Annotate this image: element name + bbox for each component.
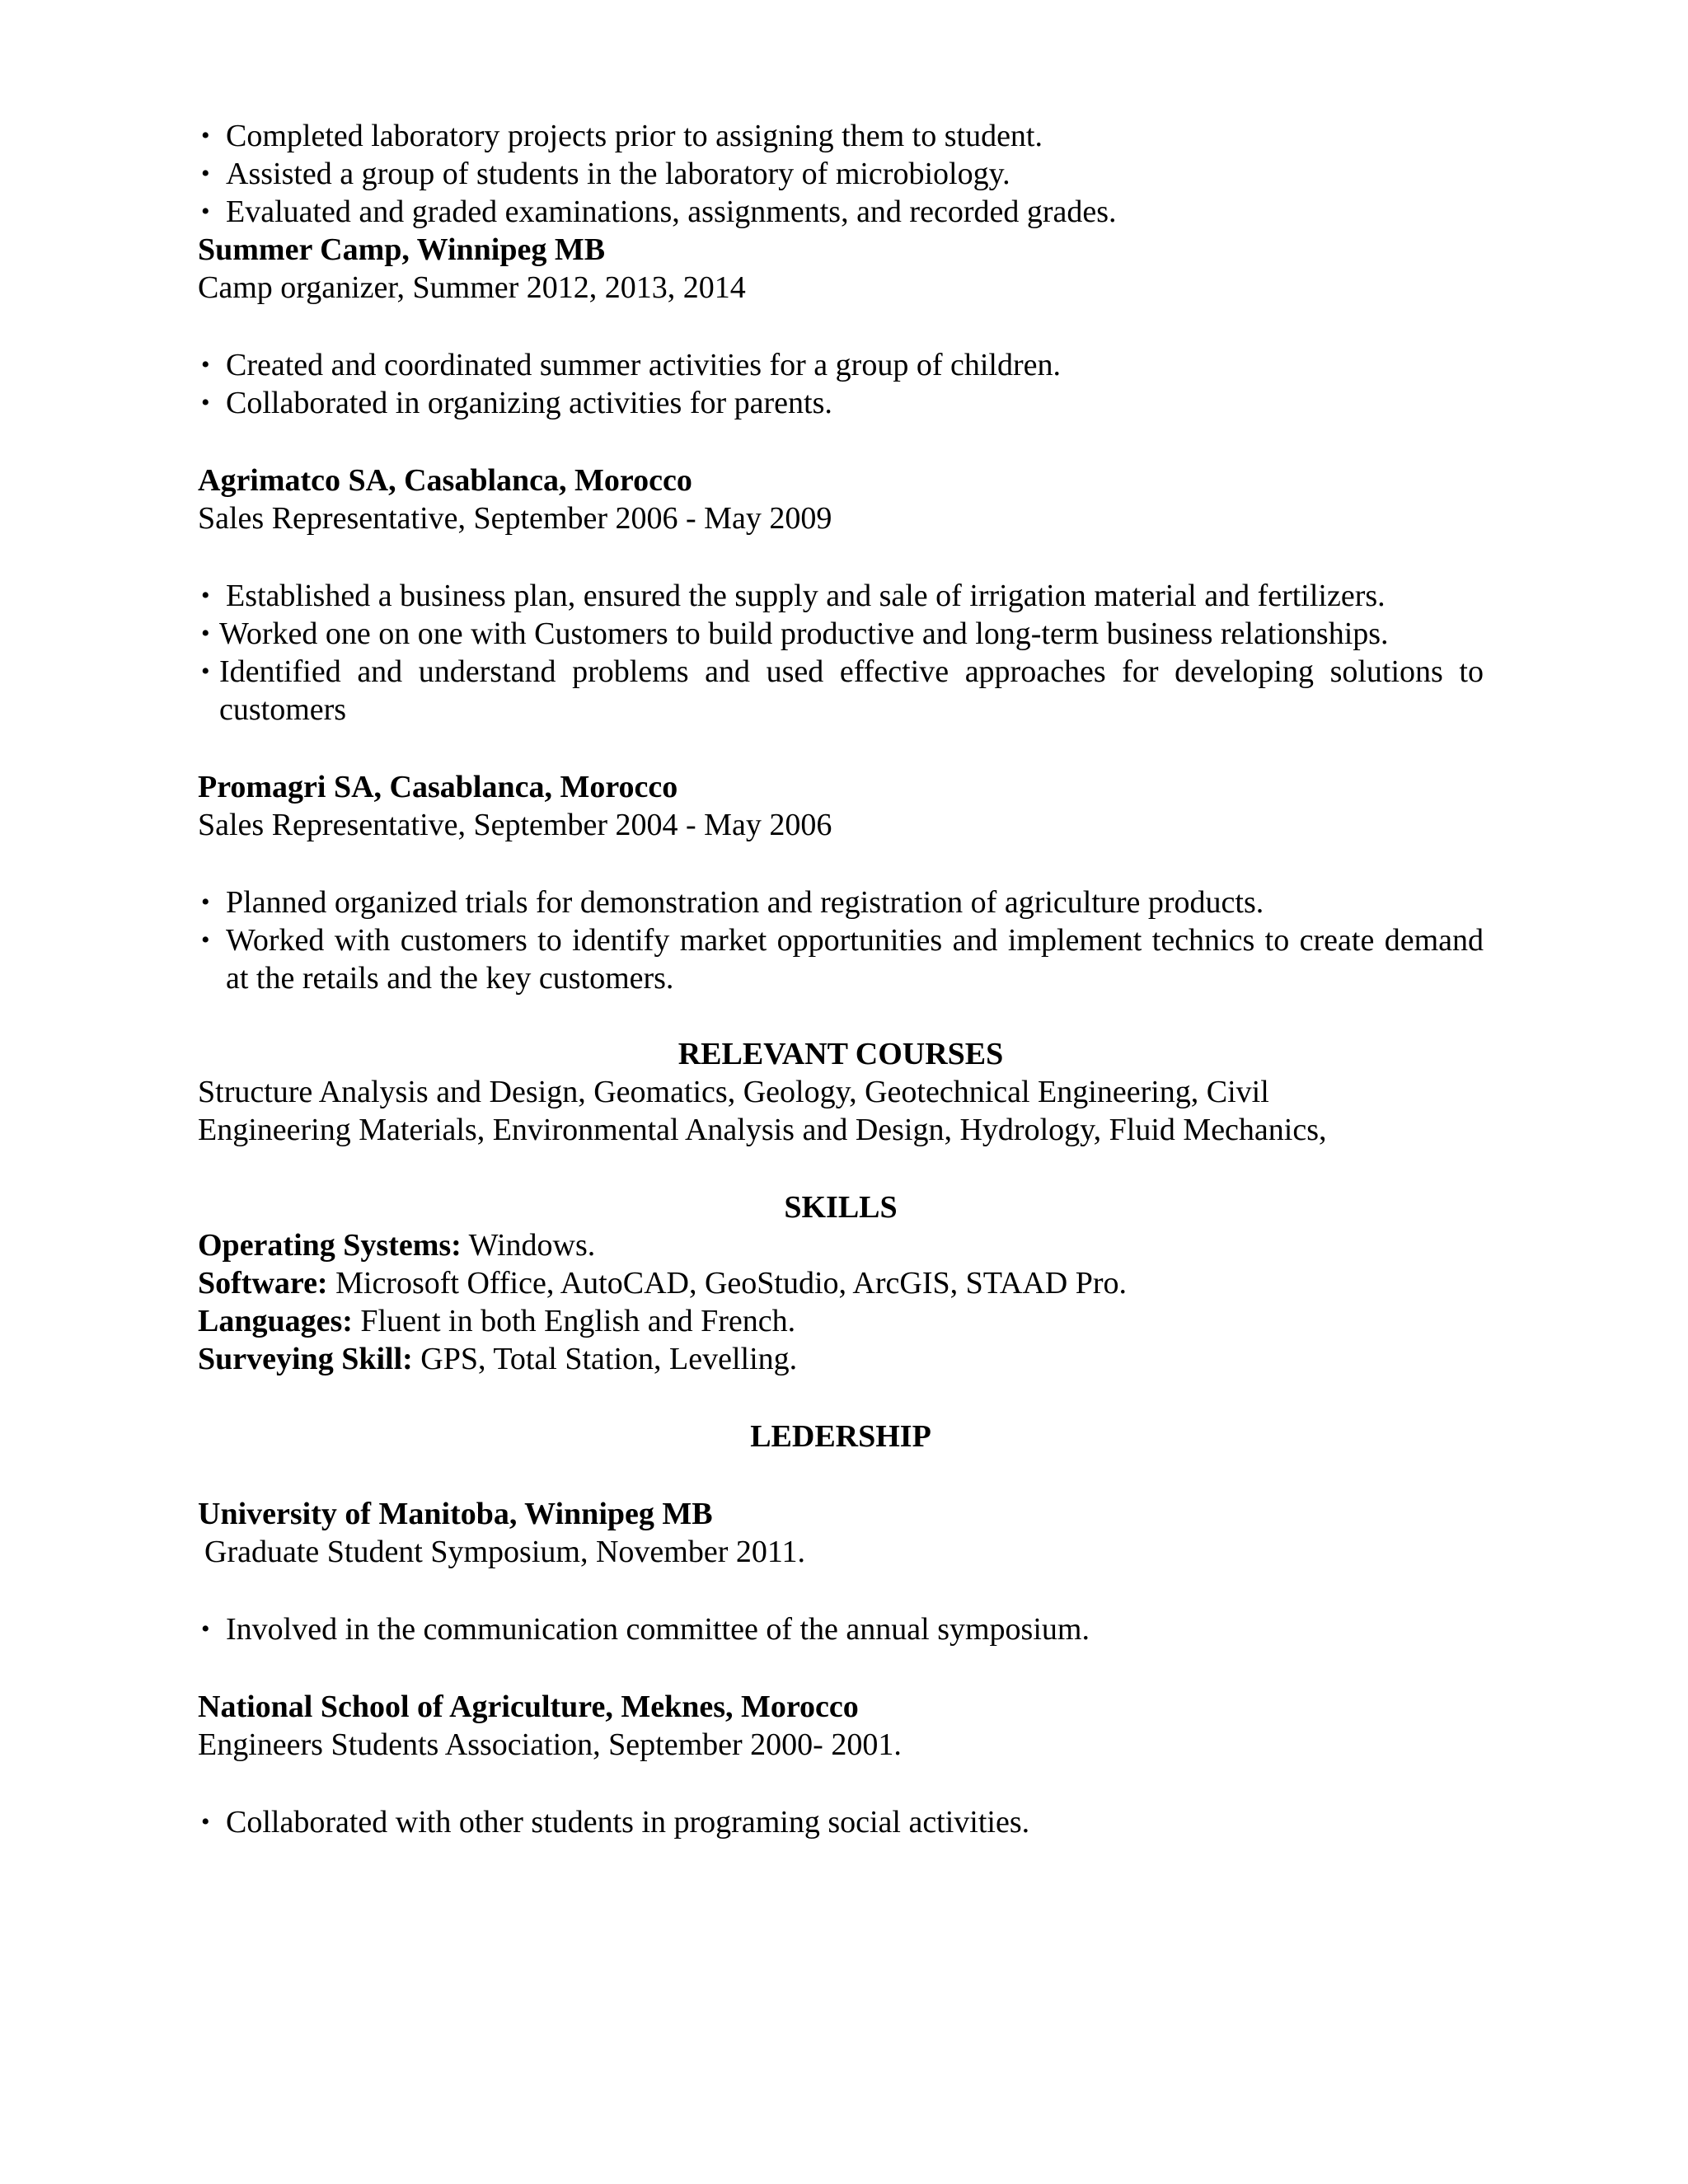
courses-line: Structure Analysis and Design, Geomatics, Geology, Geotechnical Engineering, Civil — [198, 1075, 1269, 1109]
resume-page — [198, 117, 1484, 1841]
list-item: • Established a business plan, ensured the supply and sale of irrigation material and fertilizers. — [198, 577, 1484, 615]
bullet-icon: • — [201, 389, 210, 416]
skill-line: Operating Systems: Windows. — [198, 1228, 596, 1263]
bullet-icon: • — [201, 198, 210, 225]
bullet-icon: • — [201, 926, 210, 954]
skill-line: Software: Microsoft Office, AutoCAD, GeoStudio, ArcGIS, STAAD Pro. — [198, 1266, 1128, 1301]
list-item: • Planned organized trials for demonstration and registration of agriculture products. — [198, 883, 1484, 921]
list-item: • Created and coordinated summer activities for a group of children. — [198, 346, 1484, 384]
list-item: • Identified and understand problems and used effective approaches for developing solutions to customers — [198, 653, 1484, 729]
bullet-icon: • — [201, 122, 210, 149]
role-line: Graduate Student Symposium, November 2011. — [204, 1535, 805, 1569]
organization-name: Agrimatco SA, Casablanca, Morocco — [198, 463, 692, 498]
bullet-icon: • — [201, 160, 210, 187]
section-heading: LEDERSHIP — [750, 1419, 931, 1454]
bullet-icon: • — [201, 888, 210, 916]
bullet-icon: • — [201, 582, 210, 609]
list-item: • Completed laboratory projects prior to assigning them to student. — [198, 117, 1484, 155]
organization-name: Promagri SA, Casablanca, Morocco — [198, 770, 678, 804]
list-item: • Involved in the communication committee of the annual symposium. — [198, 1610, 1484, 1648]
list-item: • Evaluated and graded examinations, assignments, and recorded grades. — [198, 193, 1484, 231]
section-heading: SKILLS — [784, 1190, 898, 1225]
skill-line: Languages: Fluent in both English and French. — [198, 1304, 796, 1338]
bullet-icon: • — [201, 351, 210, 378]
list-item: • Collaborated in organizing activities for parents. — [198, 384, 1484, 422]
list-item: • Worked with customers to identify market opportunities and implement technics to create demand at the retails and the key customers. — [198, 921, 1484, 997]
skill-line: Surveying Skill: GPS, Total Station, Levelling. — [198, 1342, 798, 1376]
role-line: Engineers Students Association, September 2000- 2001. — [198, 1727, 902, 1762]
organization-name: National School of Agriculture, Meknes, Morocco — [198, 1690, 859, 1724]
role-line: Sales Representative, September 2004 - May 2006 — [198, 808, 832, 842]
list-item: • Worked one on one with Customers to build productive and long-term business relationships. — [198, 615, 1484, 653]
section-heading: RELEVANT COURSES — [678, 1037, 1004, 1071]
bullet-icon: • — [201, 658, 210, 685]
role-line: Sales Representative, September 2006 - May 2009 — [198, 501, 832, 536]
bullet-icon: • — [201, 620, 210, 647]
role-line: Camp organizer, Summer 2012, 2013, 2014 — [198, 270, 746, 305]
bullet-icon: • — [201, 1615, 210, 1643]
courses-line: Engineering Materials, Environmental Analysis and Design, Hydrology, Fluid Mechanics, — [198, 1113, 1327, 1147]
organization-name: Summer Camp, Winnipeg MB — [198, 232, 606, 267]
list-item: • Collaborated with other students in programing social activities. — [198, 1803, 1484, 1841]
list-item: • Assisted a group of students in the laboratory of microbiology. — [198, 155, 1484, 193]
organization-name: University of Manitoba, Winnipeg MB — [198, 1497, 713, 1531]
bullet-icon: • — [201, 1808, 210, 1835]
